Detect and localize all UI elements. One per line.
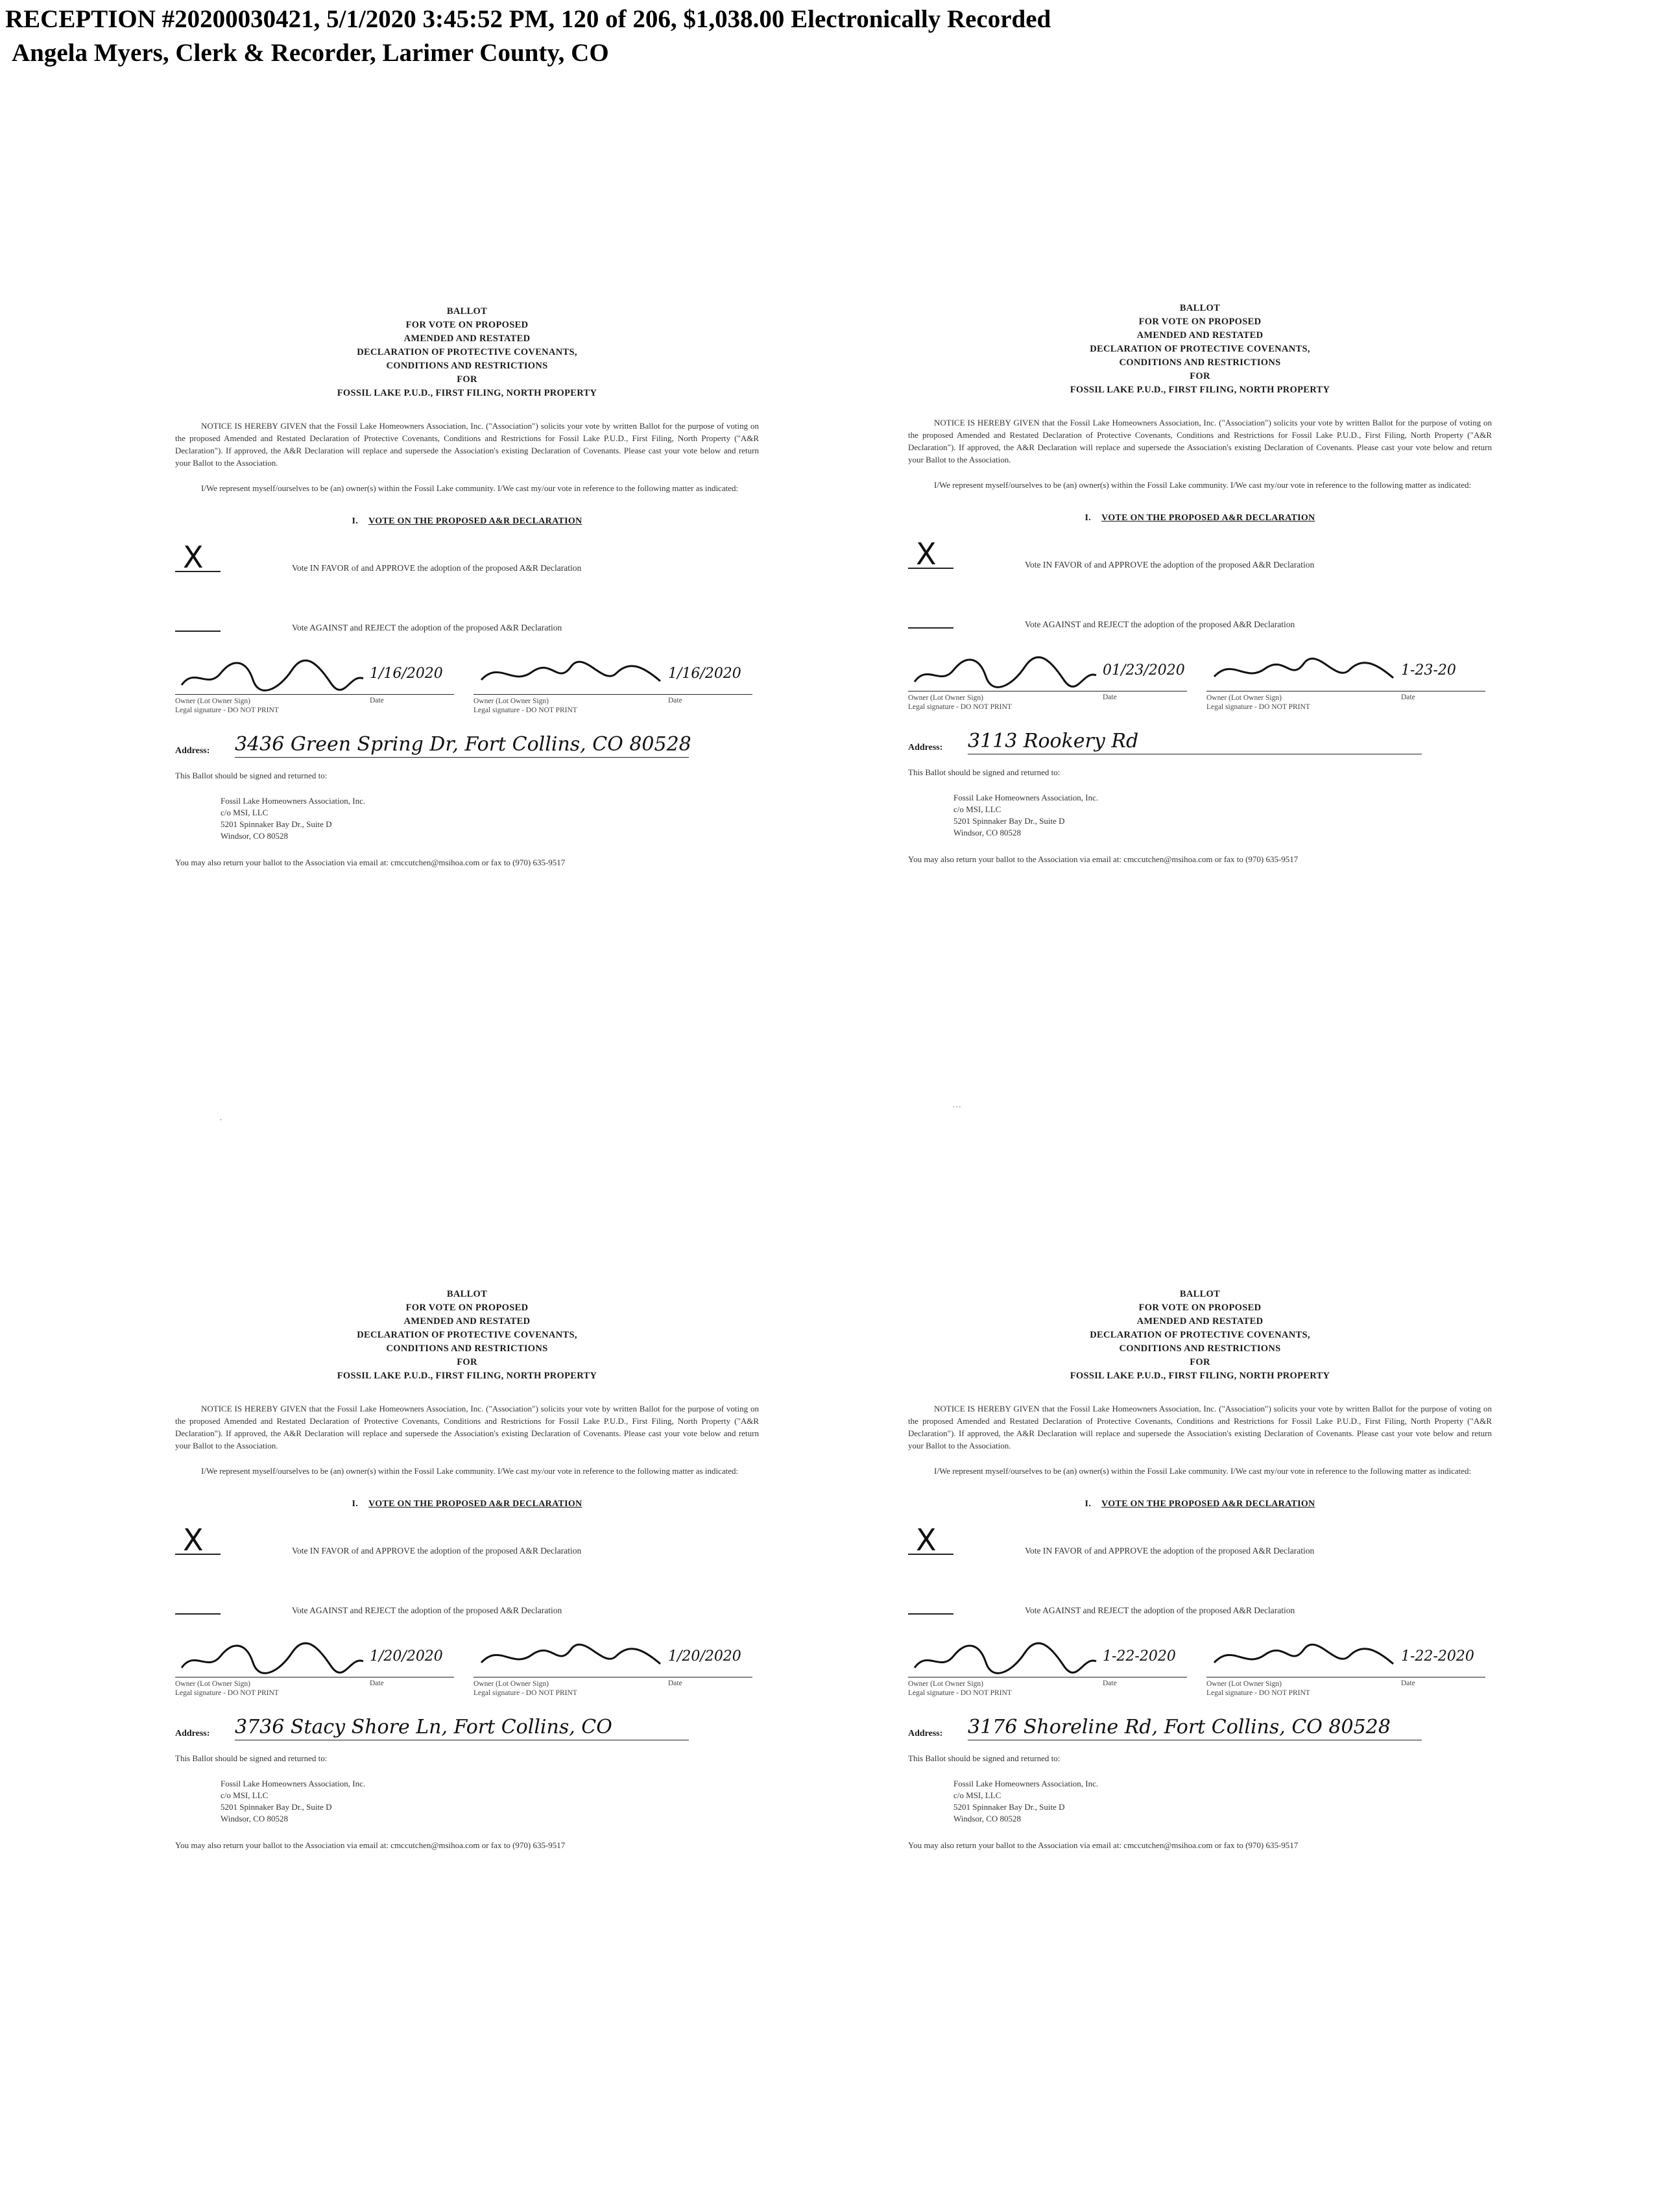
- against-text: Vote AGAINST and REJECT the adoption of the proposed A&R Declaration: [292, 623, 562, 632]
- owner1-caption: [908, 1679, 1012, 1698]
- association-address-line: Windsor, CO 80528: [953, 828, 1022, 837]
- email-fax-instructions: You may also return your ballot to the Association via email at: cmccutchen@msihoa.com or fax to (970) 635-9517: [175, 1840, 566, 1850]
- email-fax-instructions: You may also return your ballot to the Association via email at: cmccutchen@msihoa.com or fax to (970) 635-9517: [908, 1840, 1299, 1850]
- owner1-caption: [175, 697, 279, 715]
- ballot-title-line: AMENDED AND RESTATED: [1136, 1316, 1264, 1327]
- owner-caption-line: Owner (Lot Owner Sign): [908, 1680, 983, 1688]
- association-address-line: 5201 Spinnaker Bay Dr., Suite D: [221, 1802, 332, 1812]
- owner2-signature-block: [473, 654, 752, 719]
- section-number: I.: [1085, 1499, 1092, 1509]
- vote-against-row: [175, 1583, 759, 1629]
- owner2-date: 1/16/2020: [668, 666, 741, 682]
- owner-caption-line: Legal signature - DO NOT PRINT: [1206, 703, 1310, 711]
- section-title: VOTE ON THE PROPOSED A&R DECLARATION: [1101, 1499, 1315, 1509]
- association-address-line: c/o MSI, LLC: [221, 808, 269, 817]
- ballot-title-line: CONDITIONS AND RESTRICTIONS: [1119, 1343, 1281, 1354]
- ballot-title-line: DECLARATION OF PROTECTIVE COVENANTS,: [1090, 344, 1310, 354]
- address-row: [908, 1712, 1492, 1744]
- owner1-date: 1-22-2020: [1103, 1648, 1176, 1665]
- owner-caption-line: Owner (Lot Owner Sign): [175, 1680, 250, 1688]
- scan-speck: ·: [219, 1116, 222, 1125]
- vote-against-row: [908, 597, 1492, 643]
- owner-caption-line: Legal signature - DO NOT PRINT: [1206, 1689, 1310, 1697]
- ballot-title-line: CONDITIONS AND RESTRICTIONS: [386, 1343, 548, 1354]
- vote-favor-row: [908, 538, 1492, 583]
- owner1-signature: [908, 651, 1103, 691]
- owner1-signature-block: [175, 1637, 454, 1701]
- owner2-date: 1-23-20: [1401, 662, 1456, 679]
- owner2-signature: [473, 1637, 668, 1677]
- address-label: Address:: [908, 1729, 943, 1738]
- address-value: 3436 Green Spring Dr, Fort Collins, CO 80528: [235, 732, 689, 758]
- section-heading: [908, 1499, 1492, 1509]
- association-address-line: Windsor, CO 80528: [221, 831, 289, 841]
- association-address-line: Fossil Lake Homeowners Association, Inc.: [221, 796, 366, 806]
- vote-against-row: [908, 1583, 1492, 1629]
- ballot-title-line: AMENDED AND RESTATED: [403, 333, 531, 344]
- owner2-signature: [1206, 1637, 1401, 1677]
- owner2-caption: [473, 1679, 577, 1698]
- favor-checkmark: X: [916, 1522, 937, 1557]
- owner-caption-line: Legal signature - DO NOT PRINT: [175, 706, 279, 714]
- email-fax-instructions: You may also return your ballot to the Association via email at: cmccutchen@msihoa.com or fax to (970) 635-9517: [175, 858, 566, 867]
- owner-caption-line: Owner (Lot Owner Sign): [473, 697, 549, 705]
- recorder-line: Angela Myers, Clerk & Recorder, Larimer County, CO: [12, 39, 609, 67]
- owner-caption-line: Legal signature - DO NOT PRINT: [908, 703, 1012, 711]
- favor-mark-line: [175, 571, 221, 572]
- representation-paragraph: I/We represent myself/ourselves to be (an) owner(s) within the Fossil Lake community. I/We cast my/our vote in reference to the following matter as indicated:: [934, 1466, 1472, 1476]
- representation-paragraph: I/We represent myself/ourselves to be (an) owner(s) within the Fossil Lake community. I/We cast my/our vote in reference to the following matter as indicated:: [934, 480, 1472, 490]
- owner1-signature: [175, 1637, 370, 1677]
- owner1-signature-block: [908, 651, 1187, 715]
- association-address-line: 5201 Spinnaker Bay Dr., Suite D: [953, 1802, 1065, 1812]
- owner1-signature-block: [908, 1637, 1187, 1701]
- ballot-title: [175, 305, 759, 400]
- association-address-line: Fossil Lake Homeowners Association, Inc.: [953, 1779, 1099, 1788]
- vote-against-row: [175, 601, 759, 646]
- address-value: 3736 Stacy Shore Ln, Fort Collins, CO: [235, 1715, 689, 1740]
- favor-text: Vote IN FAVOR of and APPROVE the adoption of the proposed A&R Declaration: [292, 1546, 582, 1556]
- owner-caption-line: Owner (Lot Owner Sign): [1206, 694, 1282, 702]
- signature-row: [175, 654, 759, 719]
- email-fax-instructions: You may also return your ballot to the Association via email at: cmccutchen@msihoa.com or fax to (970) 635-9517: [908, 854, 1299, 864]
- owner1-caption: [175, 1679, 279, 1698]
- ballot-title-line: FOSSIL LAKE P.U.D., FIRST FILING, NORTH PROPERTY: [1070, 385, 1330, 395]
- ballot-title-line: BALLOT: [1179, 1289, 1221, 1299]
- return-instructions: This Ballot should be signed and returned to:: [908, 767, 1061, 777]
- association-address-line: 5201 Spinnaker Bay Dr., Suite D: [953, 816, 1065, 826]
- vote-favor-row: [175, 541, 759, 586]
- owner2-date-caption: Date: [1401, 1679, 1415, 1687]
- association-address-line: Fossil Lake Homeowners Association, Inc.: [953, 793, 1099, 802]
- section-heading: [908, 513, 1492, 523]
- owner-caption-line: Legal signature - DO NOT PRINT: [908, 1689, 1012, 1697]
- representation-paragraph: I/We represent myself/ourselves to be (an) owner(s) within the Fossil Lake community. I/We cast my/our vote in reference to the following matter as indicated:: [201, 1466, 739, 1476]
- signature-row: [175, 1637, 759, 1701]
- favor-text: Vote IN FAVOR of and APPROVE the adoption of the proposed A&R Declaration: [1025, 1546, 1315, 1556]
- association-address-line: c/o MSI, LLC: [953, 1790, 1001, 1800]
- ballot-title-line: BALLOT: [446, 1289, 488, 1299]
- favor-checkmark: X: [183, 1522, 204, 1557]
- ballot-title: [908, 1288, 1492, 1383]
- ballot-title-line: FOSSIL LAKE P.U.D., FIRST FILING, NORTH PROPERTY: [337, 1371, 597, 1381]
- association-address: [221, 1778, 759, 1825]
- ballot-1: [175, 305, 759, 869]
- address-label: Address:: [175, 1729, 210, 1738]
- owner1-date-caption: Date: [1103, 1679, 1117, 1687]
- address-row: [908, 726, 1492, 758]
- owner1-date-caption: Date: [1103, 693, 1117, 701]
- section-number: I.: [352, 1499, 359, 1509]
- scan-speck: ···: [952, 1103, 961, 1112]
- section-heading: [175, 1499, 759, 1509]
- ballot-title-line: FOR: [457, 374, 477, 385]
- owner2-signature-block: [1206, 1637, 1485, 1701]
- favor-text: Vote IN FAVOR of and APPROVE the adoption of the proposed A&R Declaration: [1025, 560, 1315, 570]
- association-address: [953, 792, 1492, 839]
- ballot-title-line: DECLARATION OF PROTECTIVE COVENANTS,: [1090, 1330, 1310, 1340]
- ballot-title-line: BALLOT: [446, 306, 488, 317]
- owner2-signature: [1206, 651, 1401, 691]
- ballot-title-line: DECLARATION OF PROTECTIVE COVENANTS,: [357, 347, 577, 357]
- signature-row: [908, 651, 1492, 715]
- owner1-signature: [175, 654, 370, 694]
- ballot-title-line: CONDITIONS AND RESTRICTIONS: [386, 361, 548, 371]
- against-text: Vote AGAINST and REJECT the adoption of the proposed A&R Declaration: [1025, 619, 1295, 629]
- favor-mark-line: [908, 568, 953, 569]
- association-address-line: Windsor, CO 80528: [221, 1814, 289, 1823]
- owner2-caption: [1206, 693, 1310, 712]
- owner2-date: 1-22-2020: [1401, 1648, 1474, 1665]
- address-value: 3176 Shoreline Rd, Fort Collins, CO 80528: [968, 1715, 1422, 1740]
- signature-row: [908, 1637, 1492, 1701]
- address-row: [175, 729, 759, 762]
- favor-mark-line: [908, 1554, 953, 1555]
- ballot-3: [175, 1288, 759, 1851]
- association-address-line: Fossil Lake Homeowners Association, Inc.: [221, 1779, 366, 1788]
- owner2-date: 1/20/2020: [668, 1648, 741, 1665]
- notice-paragraph: NOTICE IS HEREBY GIVEN that the Fossil Lake Homeowners Association, Inc. ("Association") solicits your vote by written Ballot for the purpose of voting on the proposed Amended and Restated Declaration of Protective Covenants, Conditions and Restrictions for Fossil Lake P.U.D., First Filing, North Property ("A&R Declaration"). If approved, the A&R Declaration will replace and supersede the Association's existing Declaration of Covenants. Please cast your vote below and return your Ballot to the Association.: [175, 1404, 759, 1450]
- ballot-title-line: FOR VOTE ON PROPOSED: [405, 1303, 529, 1313]
- ballot-title-line: FOR: [457, 1357, 477, 1367]
- owner2-signature-line: [473, 694, 752, 695]
- ballot-title-line: FOR VOTE ON PROPOSED: [1138, 317, 1262, 327]
- owner1-date-caption: Date: [370, 697, 384, 704]
- against-text: Vote AGAINST and REJECT the adoption of the proposed A&R Declaration: [1025, 1605, 1295, 1615]
- association-address-line: Windsor, CO 80528: [953, 1814, 1022, 1823]
- ballot-title-line: FOSSIL LAKE P.U.D., FIRST FILING, NORTH PROPERTY: [1070, 1371, 1330, 1381]
- owner1-caption: [908, 693, 1012, 712]
- owner1-signature-line: [175, 694, 454, 695]
- ballot-title-line: FOR: [1190, 1357, 1210, 1367]
- owner2-caption: [1206, 1679, 1310, 1698]
- association-address-line: 5201 Spinnaker Bay Dr., Suite D: [221, 819, 332, 829]
- association-address: [953, 1778, 1492, 1825]
- favor-checkmark: X: [916, 536, 937, 571]
- vote-favor-row: [908, 1524, 1492, 1569]
- association-address-line: c/o MSI, LLC: [221, 1790, 269, 1800]
- owner1-date: 1/20/2020: [370, 1648, 443, 1665]
- owner2-date-caption: Date: [668, 1679, 682, 1687]
- return-instructions: This Ballot should be signed and returned to:: [908, 1753, 1061, 1763]
- ballot-title: [175, 1288, 759, 1383]
- address-label: Address:: [175, 746, 210, 756]
- ballot-title-line: FOR VOTE ON PROPOSED: [1138, 1303, 1262, 1313]
- against-mark-line: [908, 1613, 953, 1615]
- owner-caption-line: Owner (Lot Owner Sign): [473, 1680, 549, 1688]
- address-value: 3113 Rookery Rd: [968, 729, 1422, 754]
- section-title: VOTE ON THE PROPOSED A&R DECLARATION: [368, 1499, 582, 1509]
- address-row: [175, 1712, 759, 1744]
- ballot-title-line: DECLARATION OF PROTECTIVE COVENANTS,: [357, 1330, 577, 1340]
- against-mark-line: [908, 627, 953, 629]
- owner2-caption: [473, 697, 577, 715]
- ballot-4: [908, 1288, 1492, 1851]
- ballot-title-line: FOR VOTE ON PROPOSED: [405, 320, 529, 330]
- favor-text: Vote IN FAVOR of and APPROVE the adoption of the proposed A&R Declaration: [292, 563, 582, 573]
- owner1-signature: [908, 1637, 1103, 1677]
- owner-caption-line: Legal signature - DO NOT PRINT: [473, 1689, 577, 1697]
- ballot-title: [908, 302, 1492, 397]
- return-instructions: This Ballot should be signed and returned to:: [175, 771, 328, 780]
- favor-mark-line: [175, 1554, 221, 1555]
- ballot-title-line: FOR: [1190, 371, 1210, 381]
- association-address-line: c/o MSI, LLC: [953, 804, 1001, 814]
- ballot-title-line: FOSSIL LAKE P.U.D., FIRST FILING, NORTH PROPERTY: [337, 388, 597, 398]
- ballot-title-line: CONDITIONS AND RESTRICTIONS: [1119, 357, 1281, 368]
- ballot-title-line: AMENDED AND RESTATED: [1136, 330, 1264, 341]
- ballot-title-line: BALLOT: [1179, 303, 1221, 313]
- owner-caption-line: Legal signature - DO NOT PRINT: [175, 1689, 279, 1697]
- notice-paragraph: NOTICE IS HEREBY GIVEN that the Fossil Lake Homeowners Association, Inc. ("Association") solicits your vote by written Ballot for the purpose of voting on the proposed Amended and Restated Declaration of Protective Covenants, Conditions and Restrictions for Fossil Lake P.U.D., First Filing, North Property ("A&R Declaration"). If approved, the A&R Declaration will replace and supersede the Association's existing Declaration of Covenants. Please cast your vote below and return your Ballot to the Association.: [175, 421, 759, 468]
- owner2-signature-block: [473, 1637, 752, 1701]
- section-number: I.: [1085, 513, 1092, 523]
- owner1-signature-block: [175, 654, 454, 719]
- against-mark-line: [175, 1613, 221, 1615]
- section-heading: [175, 516, 759, 527]
- section-number: I.: [352, 516, 359, 526]
- notice-paragraph: NOTICE IS HEREBY GIVEN that the Fossil Lake Homeowners Association, Inc. ("Association") solicits your vote by written Ballot for the purpose of voting on the proposed Amended and Restated Declaration of Protective Covenants, Conditions and Restrictions for Fossil Lake P.U.D., First Filing, North Property ("A&R Declaration"). If approved, the A&R Declaration will replace and supersede the Association's existing Declaration of Covenants. Please cast your vote below and return your Ballot to the Association.: [908, 1404, 1492, 1450]
- owner-caption-line: Owner (Lot Owner Sign): [1206, 1680, 1282, 1688]
- against-text: Vote AGAINST and REJECT the adoption of the proposed A&R Declaration: [292, 1605, 562, 1615]
- section-title: VOTE ON THE PROPOSED A&R DECLARATION: [1101, 513, 1315, 523]
- owner1-date: 1/16/2020: [370, 666, 443, 682]
- recording-header: [5, 3, 1627, 70]
- section-title: VOTE ON THE PROPOSED A&R DECLARATION: [368, 516, 582, 526]
- notice-paragraph: NOTICE IS HEREBY GIVEN that the Fossil Lake Homeowners Association, Inc. ("Association") solicits your vote by written Ballot for the purpose of voting on the proposed Amended and Restated Declaration of Protective Covenants, Conditions and Restrictions for Fossil Lake P.U.D., First Filing, North Property ("A&R Declaration"). If approved, the A&R Declaration will replace and supersede the Association's existing Declaration of Covenants. Please cast your vote below and return your Ballot to the Association.: [908, 418, 1492, 464]
- owner-caption-line: Owner (Lot Owner Sign): [175, 697, 250, 705]
- against-mark-line: [175, 631, 221, 632]
- owner2-signature-block: [1206, 651, 1485, 715]
- owner2-signature: [473, 654, 668, 694]
- favor-checkmark: X: [183, 540, 204, 575]
- ballot-2: [908, 302, 1492, 865]
- address-label: Address:: [908, 743, 943, 752]
- ballot-title-line: AMENDED AND RESTATED: [403, 1316, 531, 1327]
- owner-caption-line: Legal signature - DO NOT PRINT: [473, 706, 577, 714]
- owner1-date-caption: Date: [370, 1679, 384, 1687]
- owner1-date: 01/23/2020: [1103, 662, 1185, 679]
- association-address: [221, 795, 759, 842]
- reception-line: RECEPTION #20200030421, 5/1/2020 3:45:52 PM, 120 of 206, $1,038.00 Electronically Recorded: [5, 5, 1051, 33]
- return-instructions: This Ballot should be signed and returned to:: [175, 1753, 328, 1763]
- vote-favor-row: [175, 1524, 759, 1569]
- owner-caption-line: Owner (Lot Owner Sign): [908, 694, 983, 702]
- representation-paragraph: I/We represent myself/ourselves to be (an) owner(s) within the Fossil Lake community. I/We cast my/our vote in reference to the following matter as indicated:: [201, 483, 739, 493]
- owner2-date-caption: Date: [1401, 693, 1415, 701]
- owner2-date-caption: Date: [668, 697, 682, 704]
